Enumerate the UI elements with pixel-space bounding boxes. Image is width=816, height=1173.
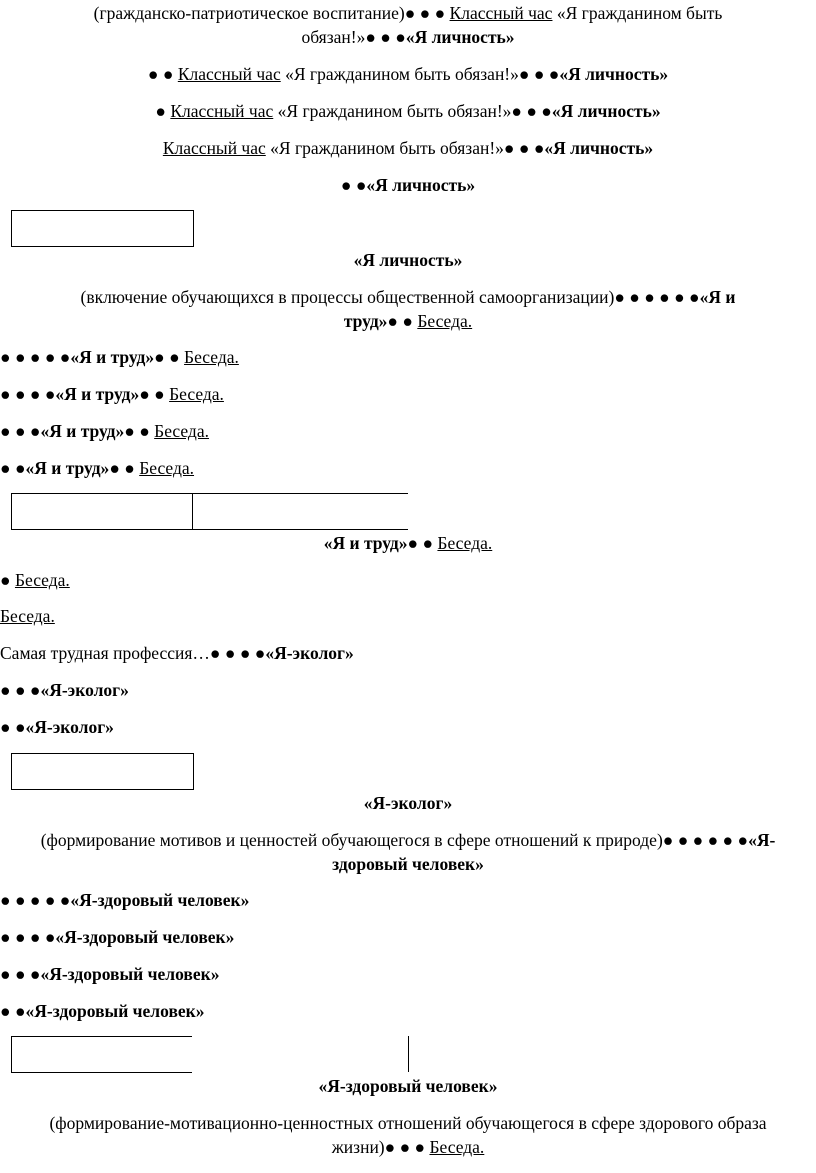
text-line bbox=[0, 716, 816, 738]
frame-edge bbox=[11, 1036, 12, 1072]
line-text: ● ● bbox=[154, 347, 185, 367]
text-line bbox=[0, 457, 816, 479]
section-title: здоровый человек» bbox=[332, 854, 484, 874]
text-line bbox=[0, 889, 816, 911]
section-heading bbox=[0, 792, 816, 814]
frame-edge bbox=[11, 1072, 192, 1073]
line-text: жизни)● ● ● bbox=[331, 1137, 430, 1157]
section-title: «Я личность» bbox=[405, 27, 515, 47]
line-text: (формирование мотивов и ценностей обучающегося в сфере отношений к природе)● ● ● ● ● ● bbox=[40, 830, 749, 850]
line-text: ● ● bbox=[109, 458, 140, 478]
section-title: «Я-здоровый человек» bbox=[70, 890, 250, 910]
section-title: «Я и труд» bbox=[40, 421, 125, 441]
line-text: ● ● bbox=[407, 533, 438, 553]
text-line bbox=[0, 1112, 816, 1134]
conversation-link[interactable]: Беседа. bbox=[14, 570, 70, 590]
text-line bbox=[0, 2, 816, 24]
line-text: ● ● bbox=[139, 384, 170, 404]
frame-edge bbox=[11, 493, 408, 494]
conversation-link[interactable]: Беседа. bbox=[0, 606, 55, 626]
section-title: «Я-эколог» bbox=[265, 643, 354, 663]
line-text: обязан!»● ● ● bbox=[301, 27, 406, 47]
section-title: «Я- bbox=[748, 830, 776, 850]
empty-frame bbox=[11, 753, 194, 790]
section-title: «Я-здоровый человек» bbox=[25, 1001, 205, 1021]
line-text: (включение обучающихся в процессы общественной самоорганизации)● ● ● ● ● ● bbox=[80, 287, 700, 307]
section-title: «Я и труд» bbox=[323, 533, 408, 553]
section-title: «Я и труд» bbox=[70, 347, 155, 367]
text-line bbox=[0, 605, 816, 627]
conversation-link[interactable]: Беседа. bbox=[169, 384, 224, 404]
text-line bbox=[0, 1136, 816, 1158]
line-text: «Я гражданином быть обязан!»● ● ● bbox=[273, 101, 552, 121]
text-line bbox=[0, 963, 816, 985]
class-hour-link[interactable]: Классный час bbox=[449, 3, 553, 23]
line-text: ● bbox=[155, 101, 171, 121]
line-text: ● ● ● ● ● bbox=[0, 347, 71, 367]
section-title: «Я и труд» bbox=[25, 458, 110, 478]
text-line bbox=[0, 286, 816, 308]
class-hour-link[interactable]: Классный час bbox=[177, 64, 281, 84]
line-text: «Я гражданином быть обязан!»● ● ● bbox=[280, 64, 560, 84]
section-title: «Я-здоровый человек» bbox=[318, 1076, 498, 1096]
section-title: труд» bbox=[343, 311, 388, 331]
line-text: ● bbox=[0, 570, 15, 590]
section-title: «Я личность» bbox=[353, 250, 463, 270]
line-text: ● ● ● bbox=[0, 964, 41, 984]
line-text: ● ● ● ● ● bbox=[0, 890, 71, 910]
text-line bbox=[0, 310, 816, 332]
line-text: ● ● ● ● bbox=[0, 927, 56, 947]
line-text: ● ● bbox=[0, 717, 26, 737]
conversation-link[interactable]: Беседа. bbox=[437, 533, 493, 553]
text-line bbox=[0, 137, 816, 159]
line-text: ● ● bbox=[124, 421, 155, 441]
section-title: «Я личность» bbox=[559, 64, 669, 84]
line-text: ● ● ● bbox=[0, 680, 41, 700]
text-line bbox=[0, 1000, 816, 1022]
text-line bbox=[0, 829, 816, 851]
section-title: «Я личность» bbox=[366, 175, 476, 195]
text-line bbox=[0, 853, 816, 875]
frame-edge bbox=[408, 1036, 409, 1072]
section-title: «Я и bbox=[699, 287, 736, 307]
text-line bbox=[0, 532, 816, 554]
text-line bbox=[0, 26, 816, 48]
line-text: ● ● ● bbox=[0, 421, 41, 441]
section-heading bbox=[0, 249, 816, 271]
line-text: ● ● bbox=[147, 64, 178, 84]
section-title: «Я личность» bbox=[551, 101, 661, 121]
line-text: ● ● bbox=[387, 311, 418, 331]
line-text: (формирование-мотивационно-ценностных отношений обучающегося в сфере здорового образа bbox=[49, 1113, 767, 1133]
text-line bbox=[0, 383, 816, 405]
text-line bbox=[0, 642, 816, 664]
line-text: «Я гражданином быть bbox=[552, 3, 723, 23]
text-line bbox=[0, 926, 816, 948]
text-line bbox=[0, 569, 816, 591]
frame-edge bbox=[11, 529, 408, 530]
frame-edge bbox=[11, 1036, 192, 1037]
text-line bbox=[0, 174, 816, 196]
conversation-link[interactable]: Беседа. bbox=[154, 421, 209, 441]
line-text: «Я гражданином быть обязан!»● ● ● bbox=[265, 138, 545, 158]
frame-edge bbox=[11, 493, 12, 529]
conversation-link[interactable]: Беседа. bbox=[417, 311, 473, 331]
line-text: (гражданско-патриотическое воспитание)● ● ● bbox=[93, 3, 450, 23]
line-text: Самая трудная профессия…● ● ● ● bbox=[0, 643, 266, 663]
conversation-link[interactable]: Беседа. bbox=[184, 347, 239, 367]
class-hour-link[interactable]: Классный час bbox=[170, 101, 274, 121]
section-title: «Я-здоровый человек» bbox=[55, 927, 235, 947]
line-text: ● ● bbox=[0, 1001, 26, 1021]
line-text: ● ● bbox=[340, 175, 367, 195]
text-line bbox=[0, 63, 816, 85]
conversation-link[interactable]: Беседа. bbox=[429, 1137, 485, 1157]
text-line bbox=[0, 420, 816, 442]
text-line bbox=[0, 346, 816, 368]
text-line bbox=[0, 679, 816, 701]
line-text: ● ● ● ● bbox=[0, 384, 56, 404]
class-hour-link[interactable]: Классный час bbox=[162, 138, 266, 158]
section-title: «Я и труд» bbox=[55, 384, 140, 404]
section-title: «Я личность» bbox=[544, 138, 654, 158]
section-title: «Я-эколог» bbox=[25, 717, 114, 737]
section-title: «Я-эколог» bbox=[363, 793, 453, 813]
empty-frame bbox=[11, 210, 194, 247]
line-text: ● ● bbox=[0, 458, 26, 478]
frame-edge bbox=[192, 493, 193, 529]
text-line bbox=[0, 100, 816, 122]
section-heading bbox=[0, 1075, 816, 1097]
section-title: «Я-эколог» bbox=[40, 680, 129, 700]
conversation-link[interactable]: Беседа. bbox=[139, 458, 195, 478]
section-title: «Я-здоровый человек» bbox=[40, 964, 220, 984]
